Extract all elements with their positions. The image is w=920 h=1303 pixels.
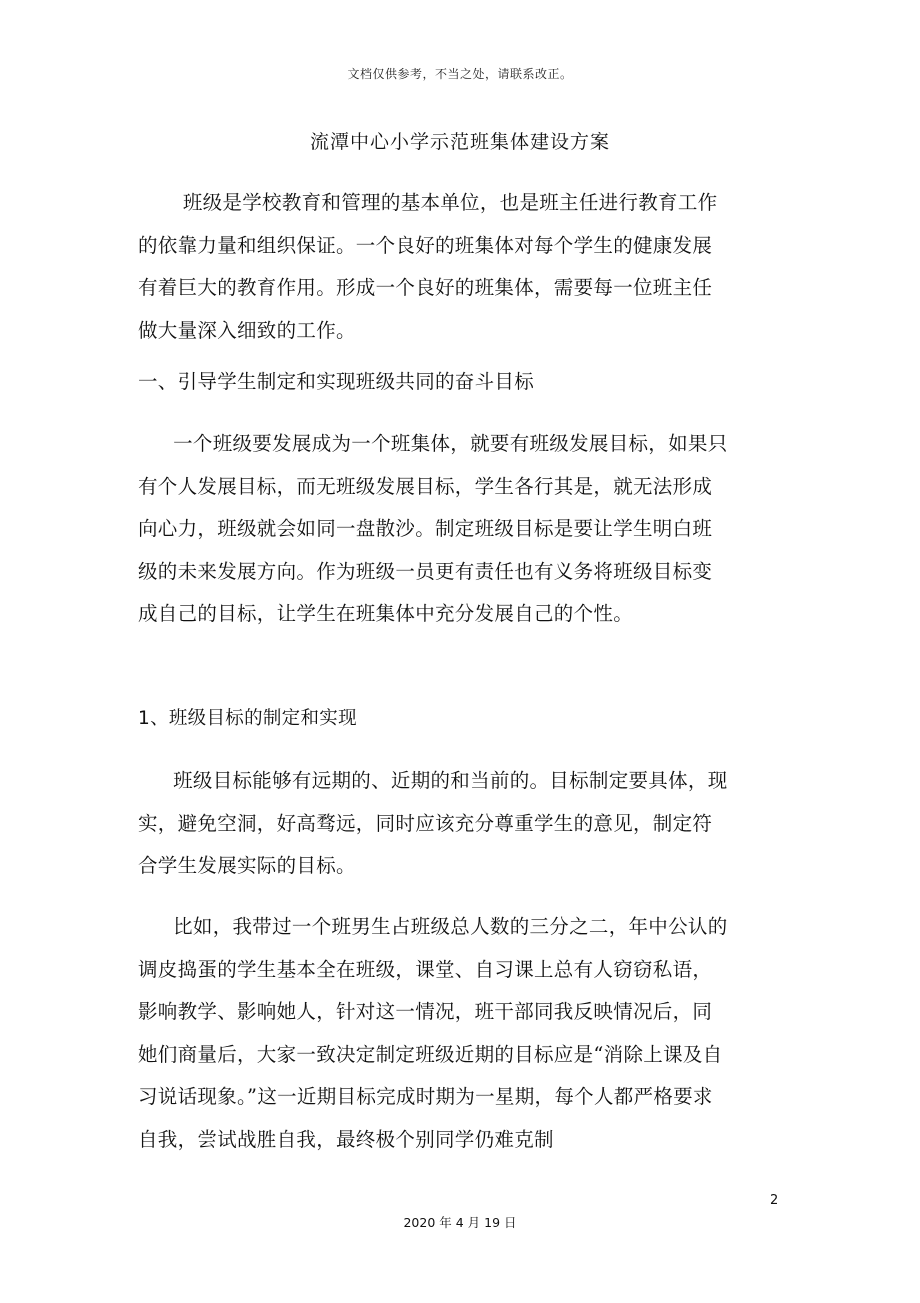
section-1-paragraph: 一个班级要发展成为一个班集体，就要有班级发展目标，如果只有个人发展目标，而无班级发展目标，学生各行其是，就无法形成向心力，班级就会如同一盘散沙。制定班级目标是要让学生明白班级的未来发展方向。作为班级一员更有责任也有义务将班级目标变成自己的目标，让学生在班集体中充分发展自己的个性。 xyxy=(138,432,728,625)
section-heading-1: 一、引导学生制定和实现班级共同的奋斗目标 xyxy=(138,370,535,393)
header-disclaimer: 文档仅供参考，不当之处，请联系改正。 xyxy=(347,67,573,81)
intro-paragraph: 班级是学校教育和管理的基本单位，也是班主任进行教育工作的依靠力量和组织保证。一个良好的班集体对每个学生的健康发展有着巨大的教育作用。形成一个良好的班集体，需要每一位班主任做大量深入细致的工作。 xyxy=(138,191,718,342)
subsection-heading-1: 1、班级目标的制定和实现 xyxy=(138,708,357,729)
footer-date: 2020 年 4 月 19 日 xyxy=(403,1215,517,1230)
document-title: 流潭中心小学示范班集体建设方案 xyxy=(309,131,610,153)
example-paragraph: 比如，我带过一个班男生占班级总人数的三分之二，年中公认的调皮捣蛋的学生基本全在班级，课堂、自习课上总有人窃窃私语，影响教学、影响她人，针对这一情况，班干部同我反映情况后，同她们商量后，大家一致决定制定班级近期的目标应是“消除上课及自习说话现象。”这一近期目标完成时期为一星期，每个人都严格要求自我，尝试战胜自我，最终极个别同学仍难克制 xyxy=(138,915,728,1151)
subsection-1-paragraph: 班级目标能够有远期的、近期的和当前的。目标制定要具体，现实，避免空洞，好高骛远，同时应该充分尊重学生的意见，制定符合学生发展实际的目标。 xyxy=(138,769,728,877)
page-number: 2 xyxy=(770,1193,779,1208)
